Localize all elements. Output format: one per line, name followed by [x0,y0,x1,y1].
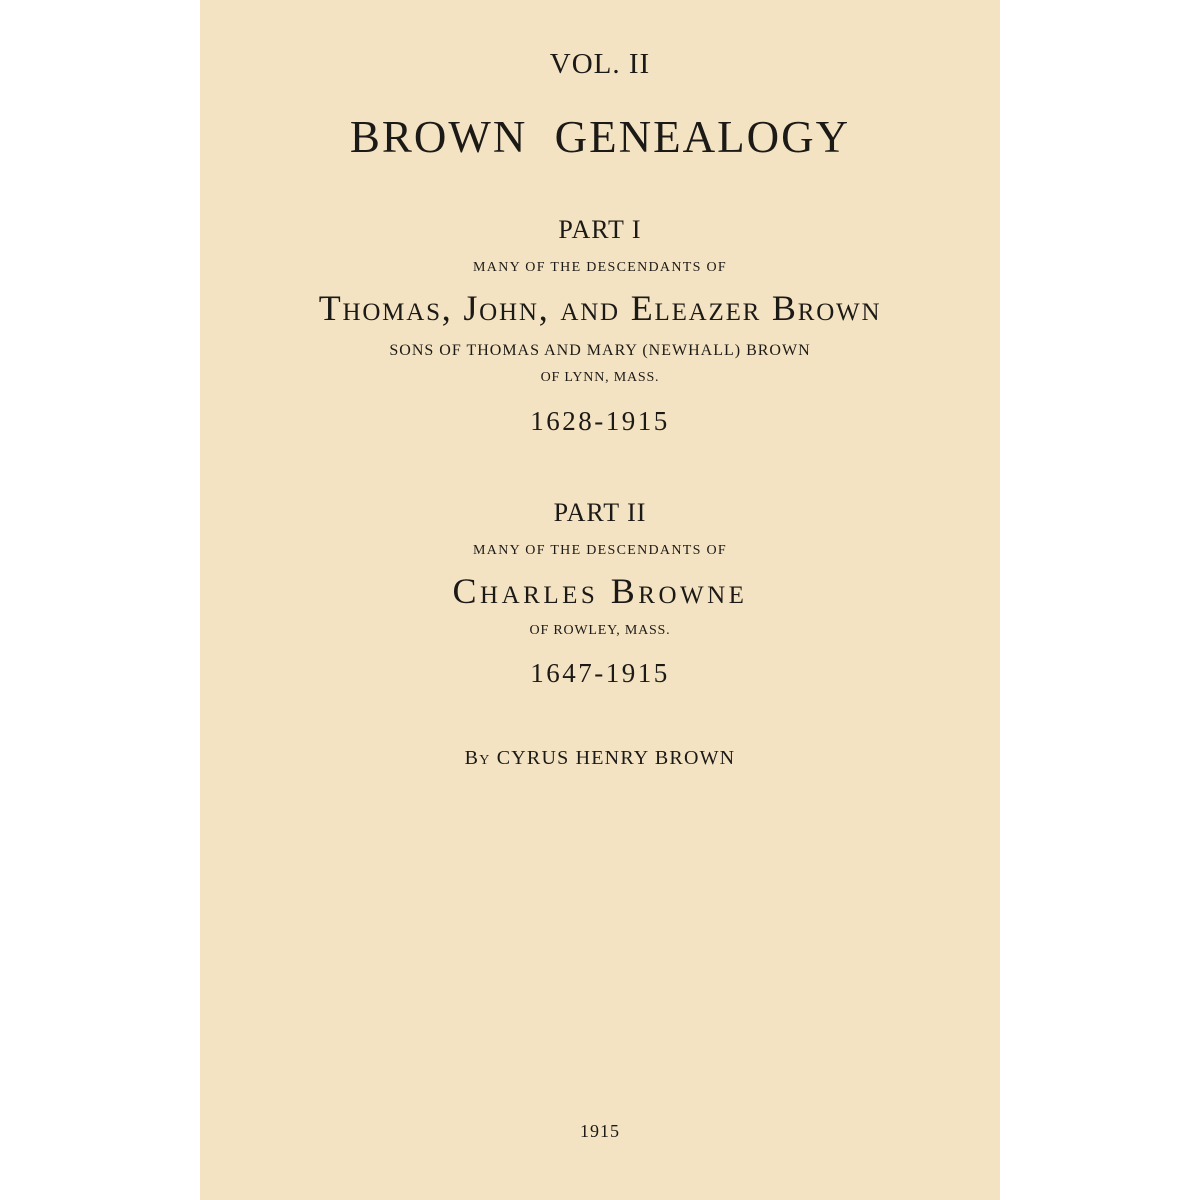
part-two-descendants-line: MANY OF THE DESCENDANTS OF [473,543,727,558]
part-two-heading: PART II [553,498,647,527]
part-two-place: OF ROWLEY, MASS. [529,623,671,638]
part-one-names: Thomas, John, and Eleazer Brown [318,288,882,328]
book-title: BROWN GENEALOGY [349,112,851,162]
author-line [200,748,1000,768]
publication-year: 1915 [580,1121,620,1141]
part-one-descendants-line: MANY OF THE DESCENDANTS OF [473,260,727,275]
title-page [200,0,1000,1200]
part-two-names: Charles Browne [452,571,748,611]
volume-number: VOL. II [549,48,651,80]
part-one-place: OF LYNN, MASS. [540,370,660,385]
part-two-dates: 1647-1915 [530,658,670,688]
author-name: CYRUS HENRY BROWN [496,747,736,769]
part-one-heading: PART I [558,215,642,244]
part-one-sons-line: SONS OF THOMAS AND MARY (NEWHALL) BROWN [389,342,811,359]
author-prefix: By [464,747,491,769]
part-one-dates: 1628-1915 [530,406,670,436]
